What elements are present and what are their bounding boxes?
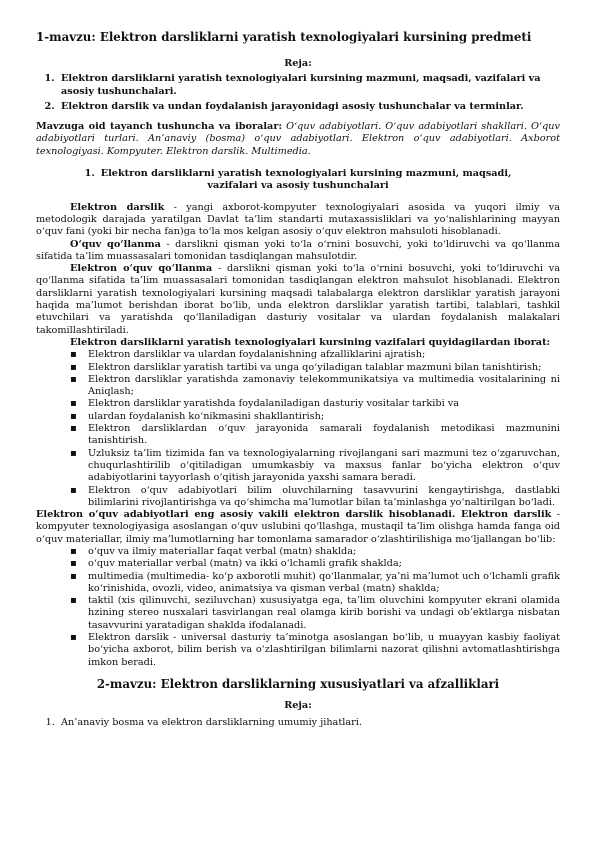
definition-text: - yangi axborot-kompyuter texnologiyalari asosida va yuqori ilmiy va metodologik darajada yaratilgan Davlat ta’lim standarti mutaxassisliklari va yo‘nalishlarining mayyan o‘quv fani (yoki bir necha fan)ga to‘la mos kelgan asosiy o‘quv elektron mahsuloti hisoblanadi. bbox=[36, 201, 561, 238]
keywords-label: Mavzuga oid tayanch tushuncha va iboralar: bbox=[36, 121, 283, 133]
list-item: ▪ Elektron darslik - universal dasturiy ta’minotga asoslangan bo‘lib, u muayyan kasbiy faoliyat bo‘yicha axborot, bilim berish va o‘zlashtirilgan bilimlarni nazorat qilishni avtomatlashtirishga imkon beradi. bbox=[70, 632, 560, 669]
paragraph-text: - kompyuter texnologiyasiga asoslangan o‘quv uslubini qo‘llashga, mustaqil ta’lim olishga hamda fanga oid o‘quv materiallar, ilmiy ma’lumotlarning har tomonlama samarador o‘zlashtirilishiga mo‘ljallangan bo‘lib: bbox=[36, 509, 560, 545]
list-item: ▪ multimedia (multimedia- ko‘p axborotli muhit) qo‘llanmalar, ya’ni ma’lumot uch o‘lchamli grafik ko‘rinishida, ovozli, video, animatsiya va qisman verbal (matn) shaklda; bbox=[70, 571, 560, 596]
list-item: ▪ ulardan foydalanish ko‘nikmasini shakllantirish; bbox=[70, 411, 560, 423]
features-list bbox=[36, 546, 560, 669]
definition-paragraph bbox=[36, 239, 560, 264]
list-item: ▪ Uzluksiz ta’lim tizimida fan va texnologiyalarning rivojlangani sari mazmuni tez o‘zgaruvchan, chuqurlashtirilib o‘qitiladigan umumkasbiy va maxsus fanlar bo‘yicha elektron o‘quv adabiyotlarini tayyorlash o‘qitish jarayonida yaxshi samara beradi. bbox=[70, 448, 560, 485]
lead-text: Elektron o‘quv adabiyotlari eng asosiy vakili elektron darslik hisoblanadi. Elektron darslik bbox=[36, 509, 552, 521]
plan-item: 2. Elektron darslik va undan foydalanish jarayonidagi asosiy tushunchalar va terminlar. bbox=[58, 101, 560, 113]
list-item: ▪ Elektron darsliklar yaratish tartibi va unga qo‘yiladigan talablar mazmuni bilan tanishtirish; bbox=[70, 362, 560, 374]
section-heading bbox=[36, 168, 560, 193]
tasks-heading: Elektron darsliklarni yaratish texnologiyalari kursining vazifalari quyidagilardan iborat: bbox=[70, 336, 551, 348]
list-item: ▪ Elektron darsliklar yaratishda zamonaviy telekommunikatsiya va multimedia vositalarining ni Aniqlash; bbox=[70, 374, 560, 399]
plan2-label: Reja: bbox=[284, 700, 312, 712]
list-item: ▪ Elektron o‘quv adabiyotlari bilim oluvchilarning tasavvurini kengaytirishga, dastlabki bilimlarini rivojlantirishga va qo‘shimcha ma’lumotlar bilan ta’minlashga yo‘naltirilgan bo‘ladi. bbox=[70, 485, 560, 510]
definition-text: - darslikni qisman yoki to‘la o‘rnini bosuvchi, yoki to‘ldiruvchi va qo‘llanma sifatida ta’lim muassasalari tomonidan tasdiqlangan elektron mahsulot hisoblanadi. Elektron darsliklarni yaratish texnologiyalari kursining maqsadi talabalarga elektron darsliklar yaratish jarayoni haqida ma’lumot berishdan iborat bo‘lib, unda elektron darsliklar yaratish tartibi, talablari, tashkil etuvchilari va yaratishda qo‘llaniladigan dasturiy vositalar va ulardan foydalanish malakalari takomillashtiriladi. bbox=[36, 263, 560, 336]
keywords-paragraph bbox=[36, 121, 560, 158]
tasks-list bbox=[36, 349, 560, 509]
topic2-title: 2-mavzu: Elektron darsliklarning xususiyatlari va afzalliklari bbox=[96, 676, 500, 691]
plan2-item: 1. An’anaviy bosma va elektron darsliklarning umumiy jihatlari. bbox=[58, 717, 560, 729]
keywords-text: O‘quv adabiyotlari. O‘quv adabiyotlari shakllari. O‘quv adabiyotlari turlari. An’anaviy (bosma) o‘quv adabiyotlari. Elektron o‘quv adabiyotlari. Axborot texnologiyasi. Kompyuter. Elektron darslik. Multimedia. bbox=[36, 121, 560, 157]
section-number: 1. bbox=[84, 168, 95, 180]
definition-paragraph bbox=[36, 263, 560, 337]
section-title: Elektron darsliklarni yaratish texnologiyalari kursining mazmuni, maqsadi, vazifalari va asosiy tushunchalari bbox=[100, 168, 512, 192]
plan-label: Reja: bbox=[284, 58, 312, 69]
list-item: ▪ taktil (xis qilinuvchi, seziluvchan) xususiyatga ega, ta’lim oluvchini kompyuter ekrani olamida hzining stereo nusxalari tasvirlangan real olamga kirib borishi va undagi ob’ektlarga nisbatan tasavvurini yaratadigan shaklda ifodalanadi. bbox=[70, 595, 560, 632]
list-item: ▪ o‘quv materiallar verbal (matn) va ikki o‘lchamli grafik shaklda; bbox=[70, 558, 560, 570]
term: Elektron darslik bbox=[70, 201, 165, 213]
body-paragraph bbox=[36, 509, 560, 546]
list-item: ▪ Elektron darsliklardan o‘quv jarayonida samarali foydalanish metodikasi mazmunini tanishtirish. bbox=[70, 423, 560, 448]
plan-list bbox=[36, 73, 560, 113]
definition-paragraph bbox=[36, 202, 560, 239]
definition-text: - darslikni qisman yoki to‘la o‘rnini bosuvchi, yoki to‘ldiruvchi va qo‘llanma sifatida ta’lim muassasalari tomonidan tasdiqlangan mahsulotdir. bbox=[36, 238, 560, 262]
term: Elektron o‘quv qo‘llanma bbox=[70, 263, 213, 275]
term: O‘quv qo‘llanma bbox=[70, 238, 161, 250]
list-item: ▪ o‘quv va ilmiy materiallar faqat verbal (matn) shaklda; bbox=[70, 546, 560, 558]
plan-item: 1. Elektron darsliklarni yaratish texnologiyalari kursining mazmuni, maqsadi, vazifalari va asosiy tushunchalari. bbox=[58, 73, 560, 98]
plan2-list bbox=[36, 717, 560, 729]
list-item: ▪ Elektron darsliklar va ulardan foydalanishning afzalliklarini ajratish; bbox=[70, 349, 560, 361]
page-title: 1-mavzu: Elektron darsliklarni yaratish texnologiyalari kursining predmeti bbox=[36, 30, 532, 44]
list-item: ▪ Elektron darsliklar yaratishda foydalaniladigan dasturiy vositalar tarkibi va bbox=[70, 398, 560, 410]
